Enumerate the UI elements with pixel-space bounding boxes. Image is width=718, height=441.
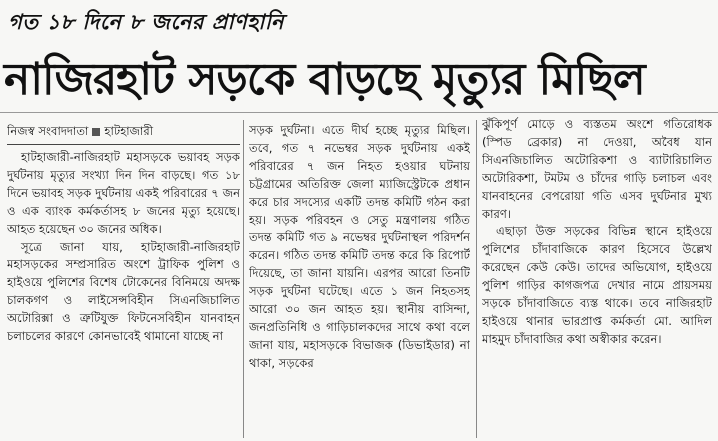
square-bullet-icon: [92, 128, 100, 136]
paragraph: এছাড়া উক্ত সড়কের বিভিন্ন স্থানে হাইওয়ে পুলিশের চাঁদাবাজিকে কারণ হিসেবে উল্লেখ করেছেন কেউ কেউ। তাদের অভিযোগ, হাইওয়ে পুলিশ গাড়ির কাগজপত্র দেখার নামে প্রায়সময় সড়কে চাঁদাবাজিতে ব্যস্ত থাকে। তবে নাজিরহাট হাইওয়ে থানার ভারপ্রাপ্ত কর্মকর্তা মো. আদিল মাহমুদ চাঁদাবাজির কথা অস্বীকার করেন।: [482, 224, 712, 346]
header-divider: [0, 112, 718, 113]
kicker-subhead: গত ১৮ দিনে ৮ জনের প্রাণহানি: [8, 10, 284, 34]
column-2: [249, 122, 470, 438]
paragraph: সড়ক দুর্ঘটনা। এতে দীর্ঘ হচ্ছে মৃত্যুর মিছিল। তবে, গত ৭ নভেম্বর সড়ক দুর্ঘটনায় একই পরিবারের ৭ জন নিহত হওয়ার ঘটনায় চট্টগ্রামের অতিরিক্ত জেলা ম্যাজিস্ট্রেটকে প্রধান করে চার সদস্যের একটি তদন্ত কমিটি গঠন করা হয়। সড়ক পরিবহন ও সেতু মন্ত্রণালয় গঠিত তদন্ত কমিটি গত ৯ নভেম্বর দুর্ঘটনাস্থল পরিদর্শন করেন। গঠিত তদন্ত কমিটি তদন্ত করে কি রিপোর্ট দিয়েছে, তা জানা যায়নি। এরপর আরো তিনটি সড়ক দুর্ঘটনা ঘটেছে। এতে ১ জন নিহতসহ আরো ৩০ জন আহত হয়। স্থানীয় বাসিন্দা, জনপ্রতিনিধি ও গাড়িচালকদের সাথে কথা বলে জানা যায়, মহাসড়কে বিভাজক (ডিভাইডার) না থাকা, সড়কের: [249, 123, 470, 370]
column-3: [482, 116, 712, 432]
column-divider: [243, 120, 244, 438]
paragraph: সূত্রে জানা যায়, হাটহাজারী-নাজিরহাট মহাসড়কের সম্প্রসারিত অংশে ট্রাফিক পুলিশ ও হাইওয়ে পুলিশের বিশেষ টোকেনের বিনিময়ে অদক্ষ চালকগণ ও লাইসেন্সবিহীন সিএনজিচালিত অটোরিক্সা ও ত্রুটিযুক্ত ফিটনেসবিহীন যানবাহন চলাচলের কারণে কোনভাবেই থামানো যাচ্ছে না: [7, 239, 240, 344]
headline: নাজিরহাট সড়কে বাড়ছে মৃত্যুর মিছিল: [4, 54, 645, 105]
column-1: [7, 122, 240, 438]
paragraph: হাটহাজারী-নাজিরহাট মহাসড়কে ভয়াবহ সড়ক দুর্ঘটনায় মৃত্যুর সংখ্যা দিন দিন বাড়ছে। গত ১৮ দিনে ভয়াবহ সড়ক দুর্ঘটনায় একই পরিবারের ৭ জন ও এক ব্যাংক কর্মকর্তাসহ ৮ জনের মৃত্যু হয়েছে। আহত হয়েছেন ৩০ জনের অধিক।: [7, 150, 240, 236]
paragraph: ঝুঁকিপূর্ণ মোড়ে ও ব্যস্ততম অংশে গতিরোধক (স্পিড ব্রেকার) না দেওয়া, অবৈধ যান সিএনজিচালিত অটোরিকশা ও ব্যাটারিচালিত অটোরিকশা, টমটম ও চাঁদের গাড়ি চলাচল এবং যানবাহনের বেপরোয়া গতি এসব দুর্ঘটনার মুখ্য কারণ।: [482, 117, 712, 221]
dateline-location: হাটহাজারী: [104, 124, 154, 138]
column-divider: [476, 120, 477, 438]
reporter-name: নিজস্ব সংবাদদাতা: [7, 124, 89, 138]
byline: [7, 122, 240, 145]
